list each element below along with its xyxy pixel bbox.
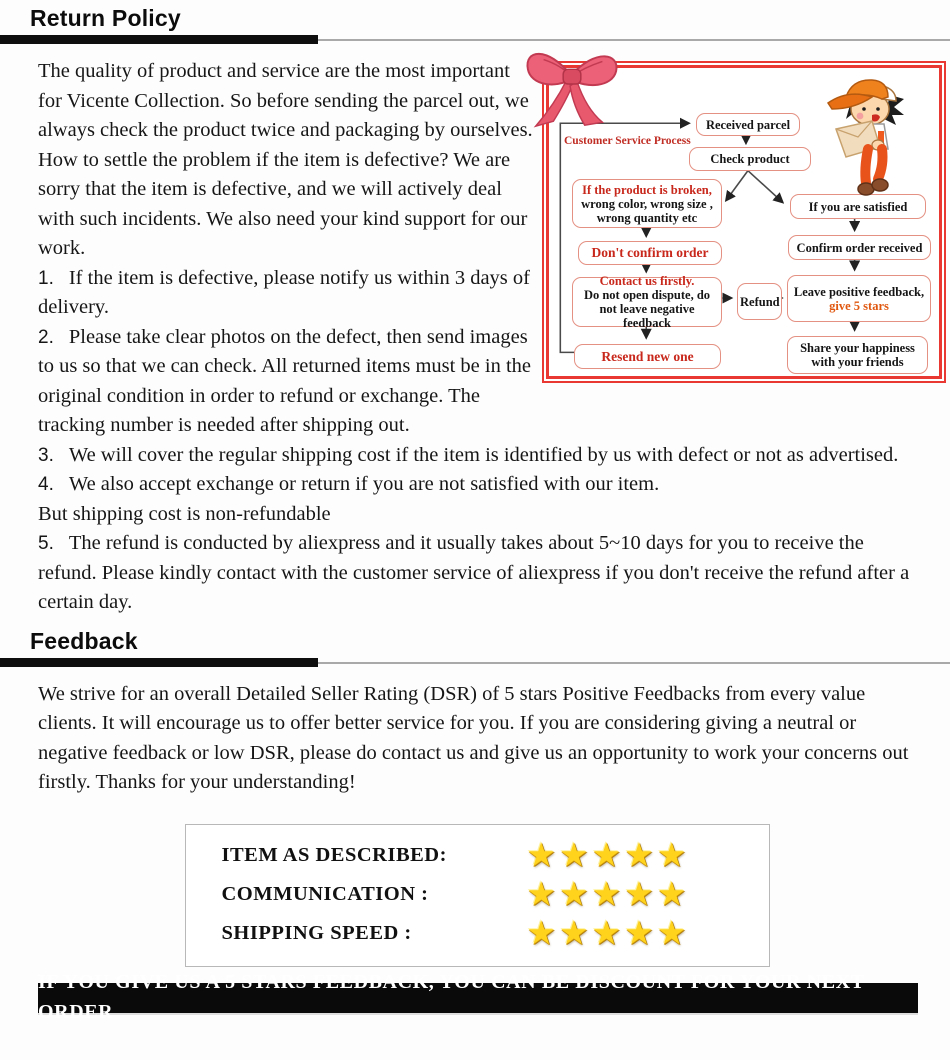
- rating-row-communication: [222, 876, 769, 915]
- rating-row-item-as-described: [222, 837, 769, 876]
- rating-label: ITEM AS DESCRIBED:: [221, 844, 447, 867]
- ribbon-bow-icon: [518, 36, 626, 134]
- return-policy-item-1: 1. If the item is defective, please notify us within 3 days of delivery.: [38, 266, 530, 318]
- return-policy-title: Return Policy: [30, 5, 181, 31]
- return-policy-paragraph-2: How to settle the problem if the item is defective? We are sorry that the item is defective, and we will actively deal with such incidents. We also need your kind support for our work.: [38, 148, 528, 259]
- feedback-title: Feedback: [30, 627, 138, 654]
- node-refund: Refund: [737, 283, 782, 320]
- return-policy-item-4-note: But shipping cost is non-refundable: [38, 502, 331, 525]
- node-received-parcel: Received parcel: [696, 113, 800, 136]
- item-number: 1.: [38, 267, 54, 289]
- five-star-rating-icon: ★★★★★: [526, 876, 690, 913]
- dsr-ratings-box: [185, 824, 770, 967]
- node-dont-confirm-order: Don't confirm order: [578, 241, 722, 265]
- return-policy-item-5: 5. The refund is conducted by aliexpress and it usually takes about 5~10 days for you to receive the refund. Please kindly contact with the customer service of aliexpress if you don't receive the refund after a certain day.: [38, 532, 910, 613]
- node-leave-positive-feedback: Leave positive feedback, give 5 stars: [787, 275, 931, 322]
- divider-black-bar: [0, 35, 318, 44]
- rating-row-shipping-speed: [222, 915, 769, 954]
- node-share-happiness: Share your happiness with your friends: [787, 336, 928, 374]
- rating-label: SHIPPING SPEED :: [221, 922, 412, 945]
- delivery-boy-illustration: [820, 73, 924, 201]
- return-policy-item-2: 2. Please take clear photos on the defect, then send images to us so that we can check. All returned items must be in the original condition in order to refund or exchange. The tracking number is needed after shipping out.: [38, 325, 532, 436]
- node-product-broken: If the product is broken, wrong color, wrong size , wrong quantity etc: [572, 179, 722, 228]
- flowchart-label: Customer Service Process: [564, 135, 691, 147]
- item-number: 4.: [38, 474, 54, 495]
- item-number: 5.: [38, 533, 54, 554]
- item-number: 2.: [38, 326, 54, 348]
- return-policy-divider: [0, 35, 950, 45]
- node-contact-us: Contact us firstly. Do not open dispute, do not leave negative feedback: [572, 277, 722, 327]
- five-star-rating-icon: ★★★★★: [526, 915, 690, 952]
- return-policy-body: [0, 45, 950, 618]
- feedback-divider: [0, 658, 950, 668]
- customer-service-flowchart: [542, 61, 946, 383]
- five-star-rating-icon: ★★★★★: [526, 837, 690, 874]
- feedback-paragraph: We strive for an overall Detailed Seller Rating (DSR) of 5 stars Positive Feedbacks from every value clients. It will encourage us to offer better service for you. If you are considering giving a neutral or negative feedback or low DSR, please do contact us and give us an opportunity to work your concerns out firstly. Thanks for your understanding!: [38, 682, 909, 793]
- divider-black-bar: [0, 658, 318, 667]
- feedback-body: [0, 668, 950, 1023]
- item-number: 3.: [38, 444, 54, 466]
- node-satisfied: If you are satisfied: [790, 194, 926, 219]
- return-policy-item-4: 4. We also accept exchange or return if you are not satisfied with our item.: [38, 473, 660, 495]
- node-resend-new-one: Resend new one: [574, 344, 721, 369]
- node-confirm-order-received: Confirm order received: [788, 235, 931, 260]
- discount-promo-banner: IF YOU GIVE US A 5 STARS FEEDBACK, YOU CAN BE DISCOUNT FOR YOUR NEXT ORDER: [38, 983, 918, 1013]
- return-policy-item-3: 3. We will cover the regular shipping cost if the item is identified by us with defect or not as advertised.: [38, 443, 899, 466]
- rating-label: COMMUNICATION :: [221, 883, 429, 906]
- node-check-product: Check product: [689, 147, 811, 171]
- return-policy-paragraph-1: The quality of product and service are the most important for Vicente Collection. So before sending the parcel out, we always check the product twice and packaging by ourselves.: [38, 60, 533, 141]
